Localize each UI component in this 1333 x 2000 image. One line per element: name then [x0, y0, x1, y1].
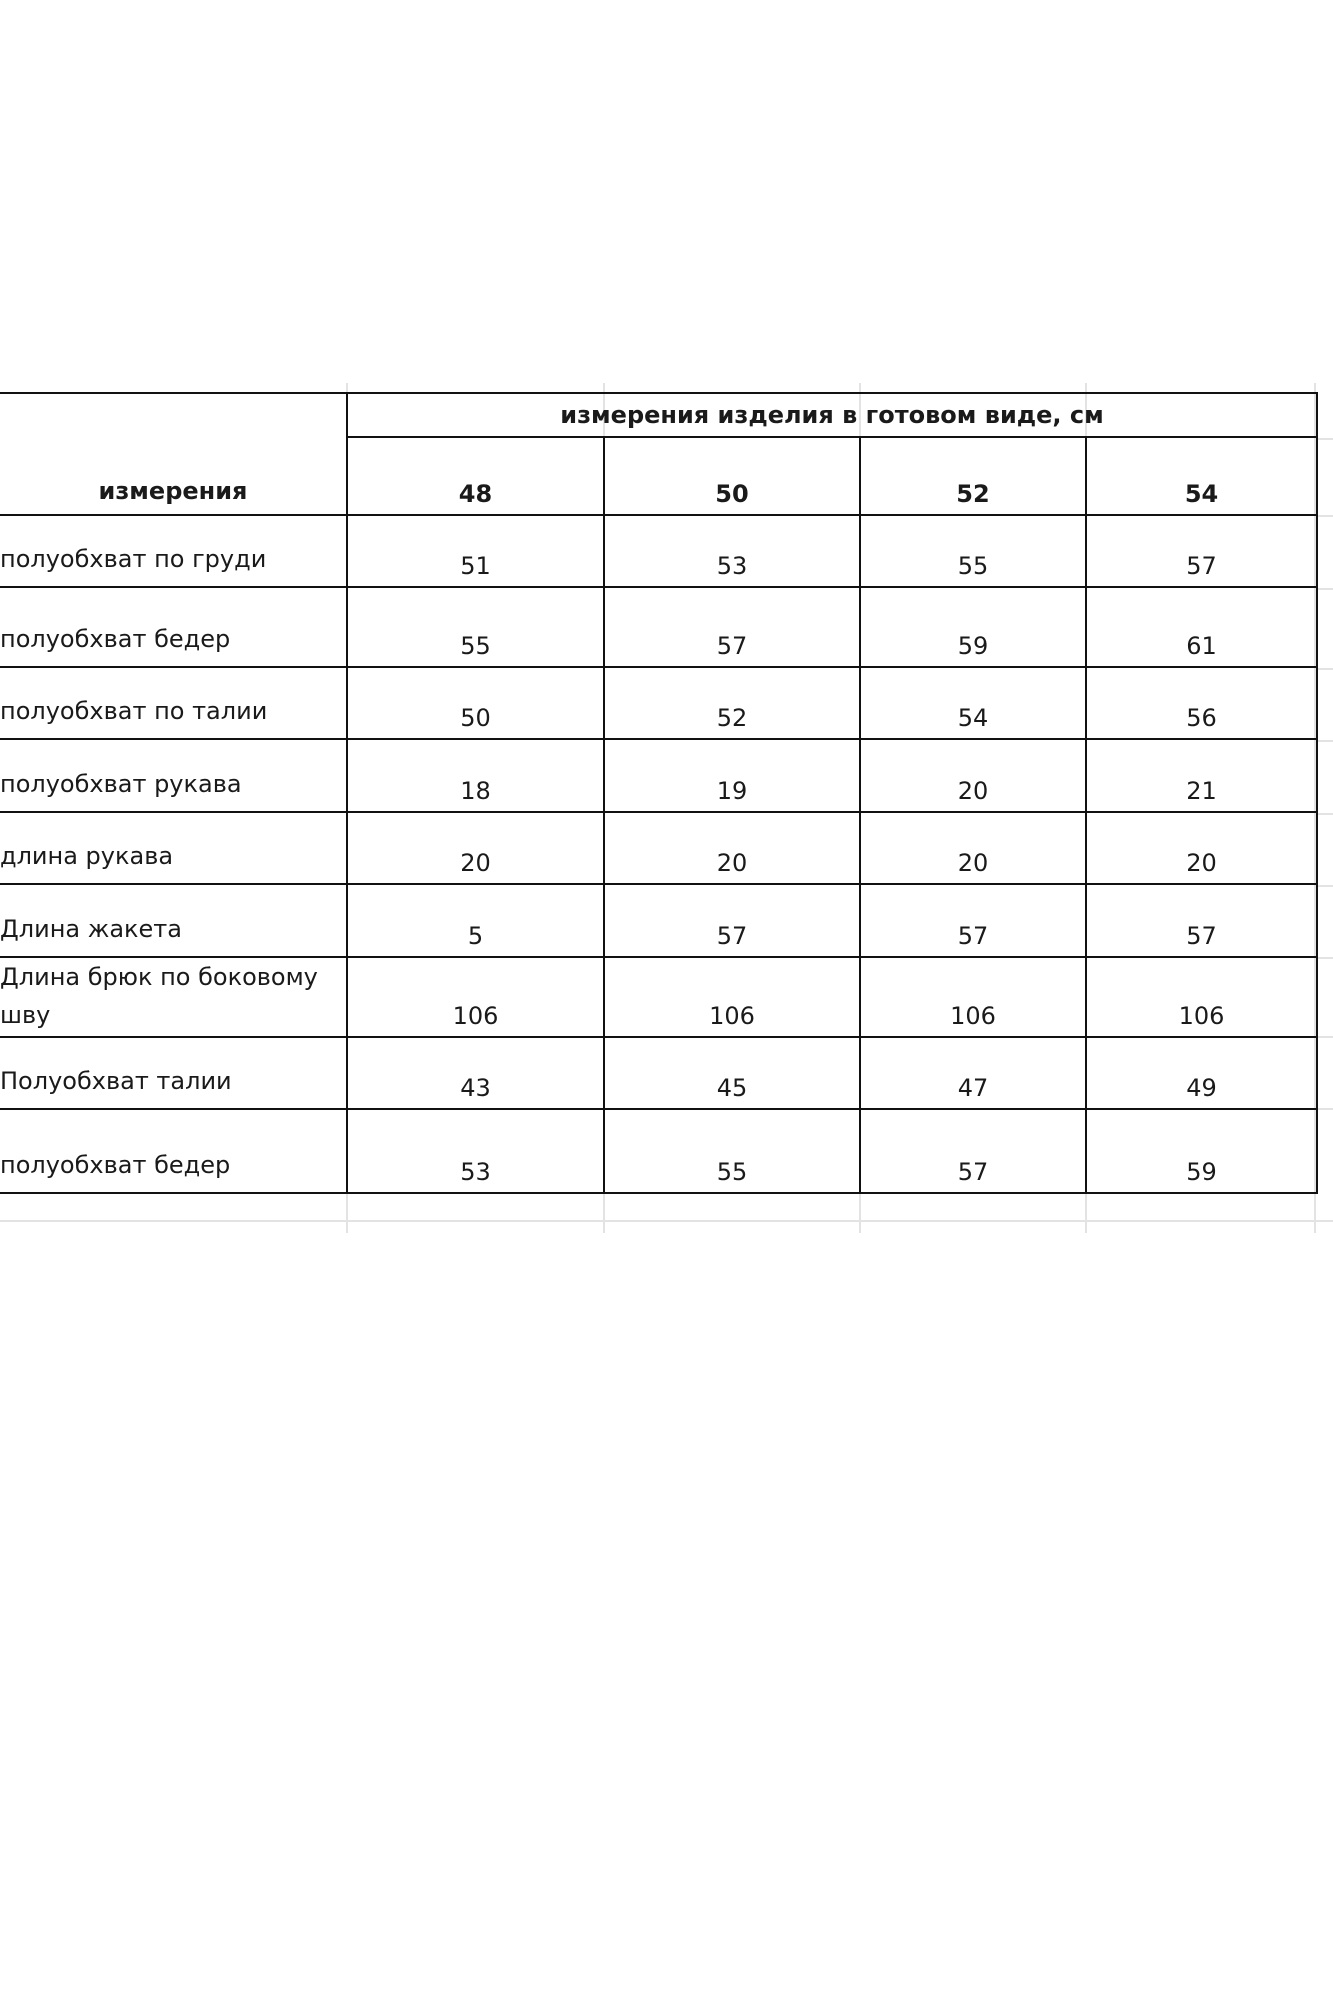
gridline [1316, 1108, 1333, 1110]
value-cell: 57 [860, 1109, 1086, 1193]
gridline [1316, 740, 1333, 742]
table-row [0, 812, 1317, 884]
value-cell: 18 [347, 739, 604, 812]
value-cell: 55 [860, 515, 1086, 587]
value-cell: 21 [1086, 739, 1317, 812]
value-cell: 106 [1086, 957, 1317, 1037]
measurement-label: Полуобхват талии [0, 1037, 347, 1109]
table-row [0, 957, 1317, 1037]
gridline [1316, 588, 1333, 590]
group-header-cell: измерения изделия в готовом виде, см [347, 393, 1317, 437]
value-cell: 5 [347, 884, 604, 957]
value-cell: 55 [604, 1109, 860, 1193]
value-cell: 57 [604, 587, 860, 667]
value-cell: 55 [347, 587, 604, 667]
value-cell: 106 [860, 957, 1086, 1037]
value-cell: 20 [347, 812, 604, 884]
measurement-label: Длина жакета [0, 884, 347, 957]
value-cell: 20 [860, 812, 1086, 884]
size-header-cell: 54 [1086, 437, 1317, 515]
value-cell: 20 [1086, 812, 1317, 884]
value-cell: 54 [860, 667, 1086, 739]
size-chart-table [0, 392, 1318, 1194]
gridline [1316, 1036, 1333, 1038]
value-cell: 52 [604, 667, 860, 739]
measurement-label: полуобхват рукава [0, 739, 347, 812]
size-header-cell: 50 [604, 437, 860, 515]
table-row [0, 884, 1317, 957]
value-cell: 43 [347, 1037, 604, 1109]
gridline [1316, 668, 1333, 670]
gridline [1316, 885, 1333, 887]
value-cell: 57 [860, 884, 1086, 957]
measurement-label: полуобхват бедер [0, 587, 347, 667]
value-cell: 56 [1086, 667, 1317, 739]
value-cell: 50 [347, 667, 604, 739]
measurement-label: полуобхват по груди [0, 515, 347, 587]
size-header-cell: 52 [860, 437, 1086, 515]
value-cell: 57 [1086, 515, 1317, 587]
table-row [0, 515, 1317, 587]
value-cell: 106 [604, 957, 860, 1037]
gridline [1316, 515, 1333, 517]
value-cell: 106 [347, 957, 604, 1037]
table-row [0, 667, 1317, 739]
value-cell: 57 [604, 884, 860, 957]
value-cell: 57 [1086, 884, 1317, 957]
gridline [1316, 438, 1333, 440]
value-cell: 47 [860, 1037, 1086, 1109]
value-cell: 49 [1086, 1037, 1317, 1109]
measurement-label: полуобхват бедер [0, 1109, 347, 1193]
gridline [1316, 813, 1333, 815]
table-row [0, 1037, 1317, 1109]
gridline [1316, 957, 1333, 959]
measurement-label: длина рукава [0, 812, 347, 884]
value-cell: 53 [604, 515, 860, 587]
size-header-cell: 48 [347, 437, 604, 515]
value-cell: 20 [860, 739, 1086, 812]
measurement-label: Длина брюк по боковому шву [0, 957, 347, 1037]
value-cell: 19 [604, 739, 860, 812]
value-cell: 61 [1086, 587, 1317, 667]
value-cell: 59 [860, 587, 1086, 667]
table-row [0, 587, 1317, 667]
table-row [0, 1109, 1317, 1193]
gridline [0, 1220, 1333, 1222]
row-header-cell: измерения [0, 393, 347, 515]
value-cell: 20 [604, 812, 860, 884]
value-cell: 53 [347, 1109, 604, 1193]
value-cell: 45 [604, 1037, 860, 1109]
measurement-label: полуобхват по талии [0, 667, 347, 739]
table-header-row [0, 393, 1317, 437]
value-cell: 59 [1086, 1109, 1317, 1193]
value-cell: 51 [347, 515, 604, 587]
table-row [0, 739, 1317, 812]
